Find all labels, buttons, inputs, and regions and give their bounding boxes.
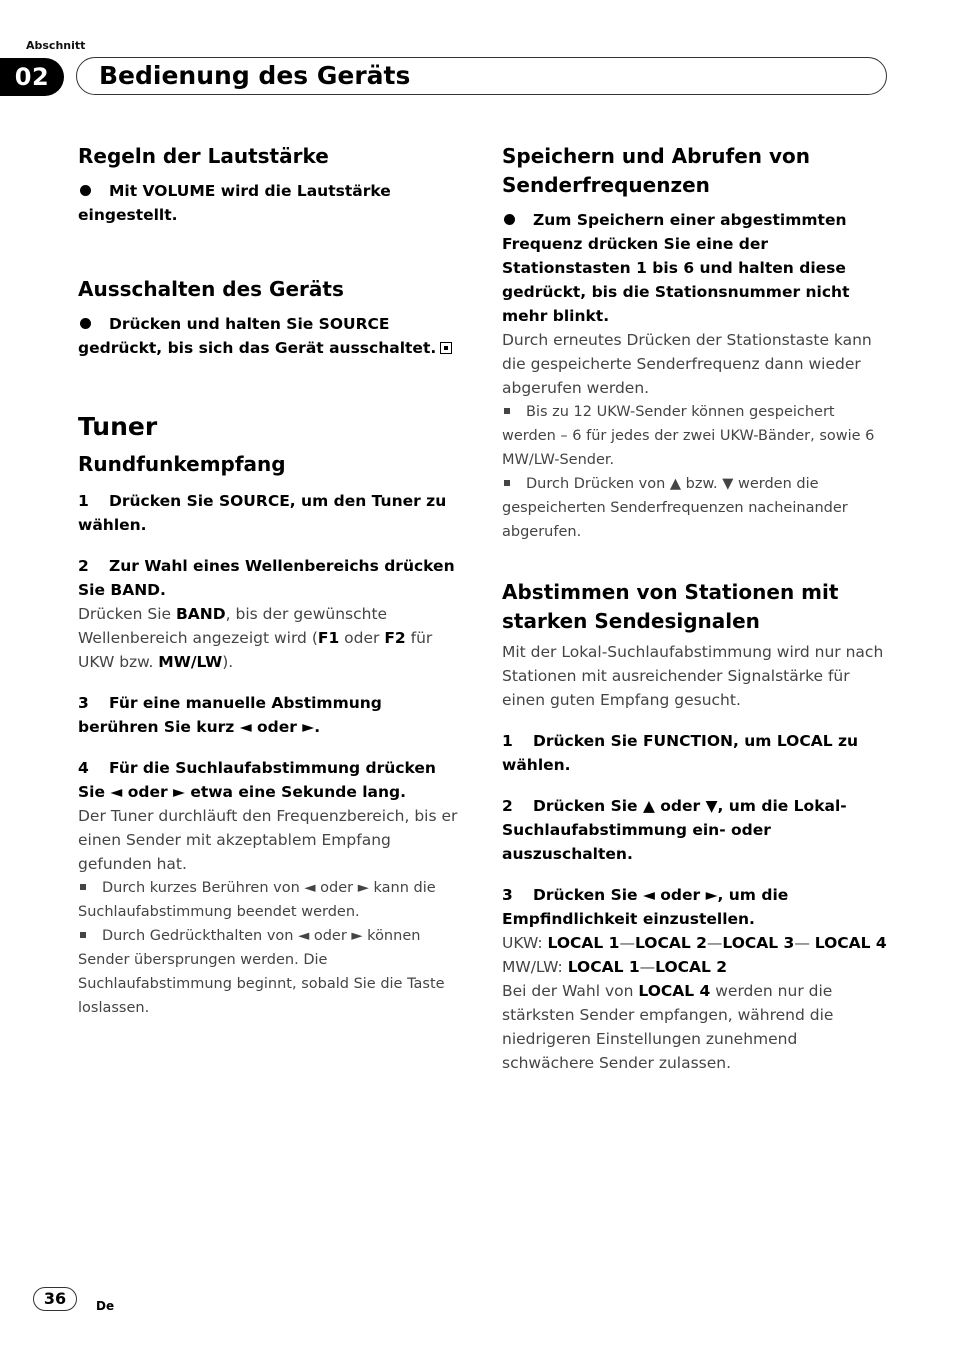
power-off-bullet: Drücken und halten Sie SOURCE gedrückt, bis sich das Gerät ausschaltet.	[78, 312, 466, 360]
local-step-1: 1 Drücken Sie FUNCTION, um LOCAL zu wählen.	[502, 732, 859, 774]
language-code: De	[96, 1299, 115, 1313]
left-column	[78, 140, 466, 1020]
bullet-icon	[80, 185, 91, 196]
note-icon	[504, 408, 510, 414]
note-icon	[80, 884, 86, 890]
section-header-box	[76, 57, 887, 95]
tuner-step-4-body: Der Tuner durchläuft den Frequenzbereich, bis er einen Sender mit akzeptablem Empfang gefunden hat.	[78, 807, 458, 873]
tuner-step-2: 2 Zur Wahl eines Wellenbereichs drücken Sie BAND.	[78, 557, 455, 599]
memory-note-2: Durch Drücken von ▲ bzw. ▼ werden die gespeicherten Senderfrequenzen nacheinander abgerufen.	[502, 476, 848, 540]
memory-body: Durch erneutes Drücken der Stationstaste kann die gespeicherte Senderfrequenz dann wieder abgerufen werden.	[502, 331, 872, 397]
tuner-step-2-body: Drücken Sie BAND, bis der gewünschte Wellenbereich angezeigt wird (F1 oder F2 für UKW bzw. MW/LW).	[78, 605, 433, 671]
local-step-3: 3 Drücken Sie ◄ oder ►, um die Empfindlichkeit einzustellen.	[502, 886, 789, 928]
tuner-note-1: Durch kurzes Berühren von ◄ oder ► kann die Suchlaufabstimmung beendet werden.	[78, 880, 436, 920]
section-label: Abschnitt	[26, 39, 86, 52]
bullet-icon	[504, 214, 515, 225]
note-icon	[80, 932, 86, 938]
heading-power-off: Ausschalten des Geräts	[78, 277, 344, 301]
heading-radio-reception: Rundfunkempfang	[78, 452, 286, 476]
memory-bullet: Zum Speichern einer abgestimmten Frequenz drücken Sie eine der Stationstasten 1 bis 6 und halten diese gedrückt, bis die Stationsnummer nicht mehr blinkt.	[502, 211, 850, 325]
local-step-2: 2 Drücken Sie ▲ oder ▼, um die Lokal-Suchlaufabstimmung ein- oder auszuschalten.	[502, 797, 847, 863]
local-ukw-settings: UKW: LOCAL 1—LOCAL 2—LOCAL 3— LOCAL 4	[502, 934, 887, 952]
section-title: Bedienung des Geräts	[99, 61, 411, 90]
note-icon	[504, 480, 510, 486]
heading-local: Abstimmen von Stationen mit starken Sendesignalen	[502, 580, 839, 633]
bullet-icon	[80, 318, 91, 329]
page-number: 36	[33, 1287, 77, 1311]
heading-volume: Regeln der Lautstärke	[78, 144, 329, 168]
local-body: Bei der Wahl von LOCAL 4 werden nur die stärksten Sender empfangen, während die niedrigeren Einstellungen zunehmend schwächere Sender zulassen.	[502, 982, 834, 1072]
local-mwlw-settings: MW/LW: LOCAL 1—LOCAL 2	[502, 958, 728, 976]
volume-bullet: Mit VOLUME wird die Lautstärke eingestellt.	[78, 182, 391, 224]
tuner-step-1: 1 Drücken Sie SOURCE, um den Tuner zu wählen.	[78, 492, 447, 534]
memory-note-1: Bis zu 12 UKW-Sender können gespeichert werden – 6 für jedes der zwei UKW-Bänder, sowie 6 MW/LW-Sender.	[502, 404, 875, 468]
end-of-section-icon	[440, 342, 452, 354]
heading-memory: Speichern und Abrufen von Senderfrequenzen	[502, 144, 810, 197]
tuner-step-3: 3 Für eine manuelle Abstimmung berühren Sie kurz ◄ oder ►.	[78, 694, 382, 736]
tuner-step-4: 4 Für die Suchlaufabstimmung drücken Sie ◄ oder ► etwa eine Sekunde lang.	[78, 759, 436, 801]
right-column	[502, 140, 890, 1075]
tuner-note-2: Durch Gedrückthalten von ◄ oder ► können Sender übersprungen werden. Die Suchlaufabstimmung beginnt, sobald Sie die Taste loslassen.	[78, 928, 445, 1016]
section-number-badge: 02	[0, 58, 64, 96]
local-intro: Mit der Lokal-Suchlaufabstimmung wird nur nach Stationen mit ausreichender Signalstärke für einen guten Empfang gesucht.	[502, 643, 884, 709]
heading-tuner: Tuner	[78, 412, 158, 441]
